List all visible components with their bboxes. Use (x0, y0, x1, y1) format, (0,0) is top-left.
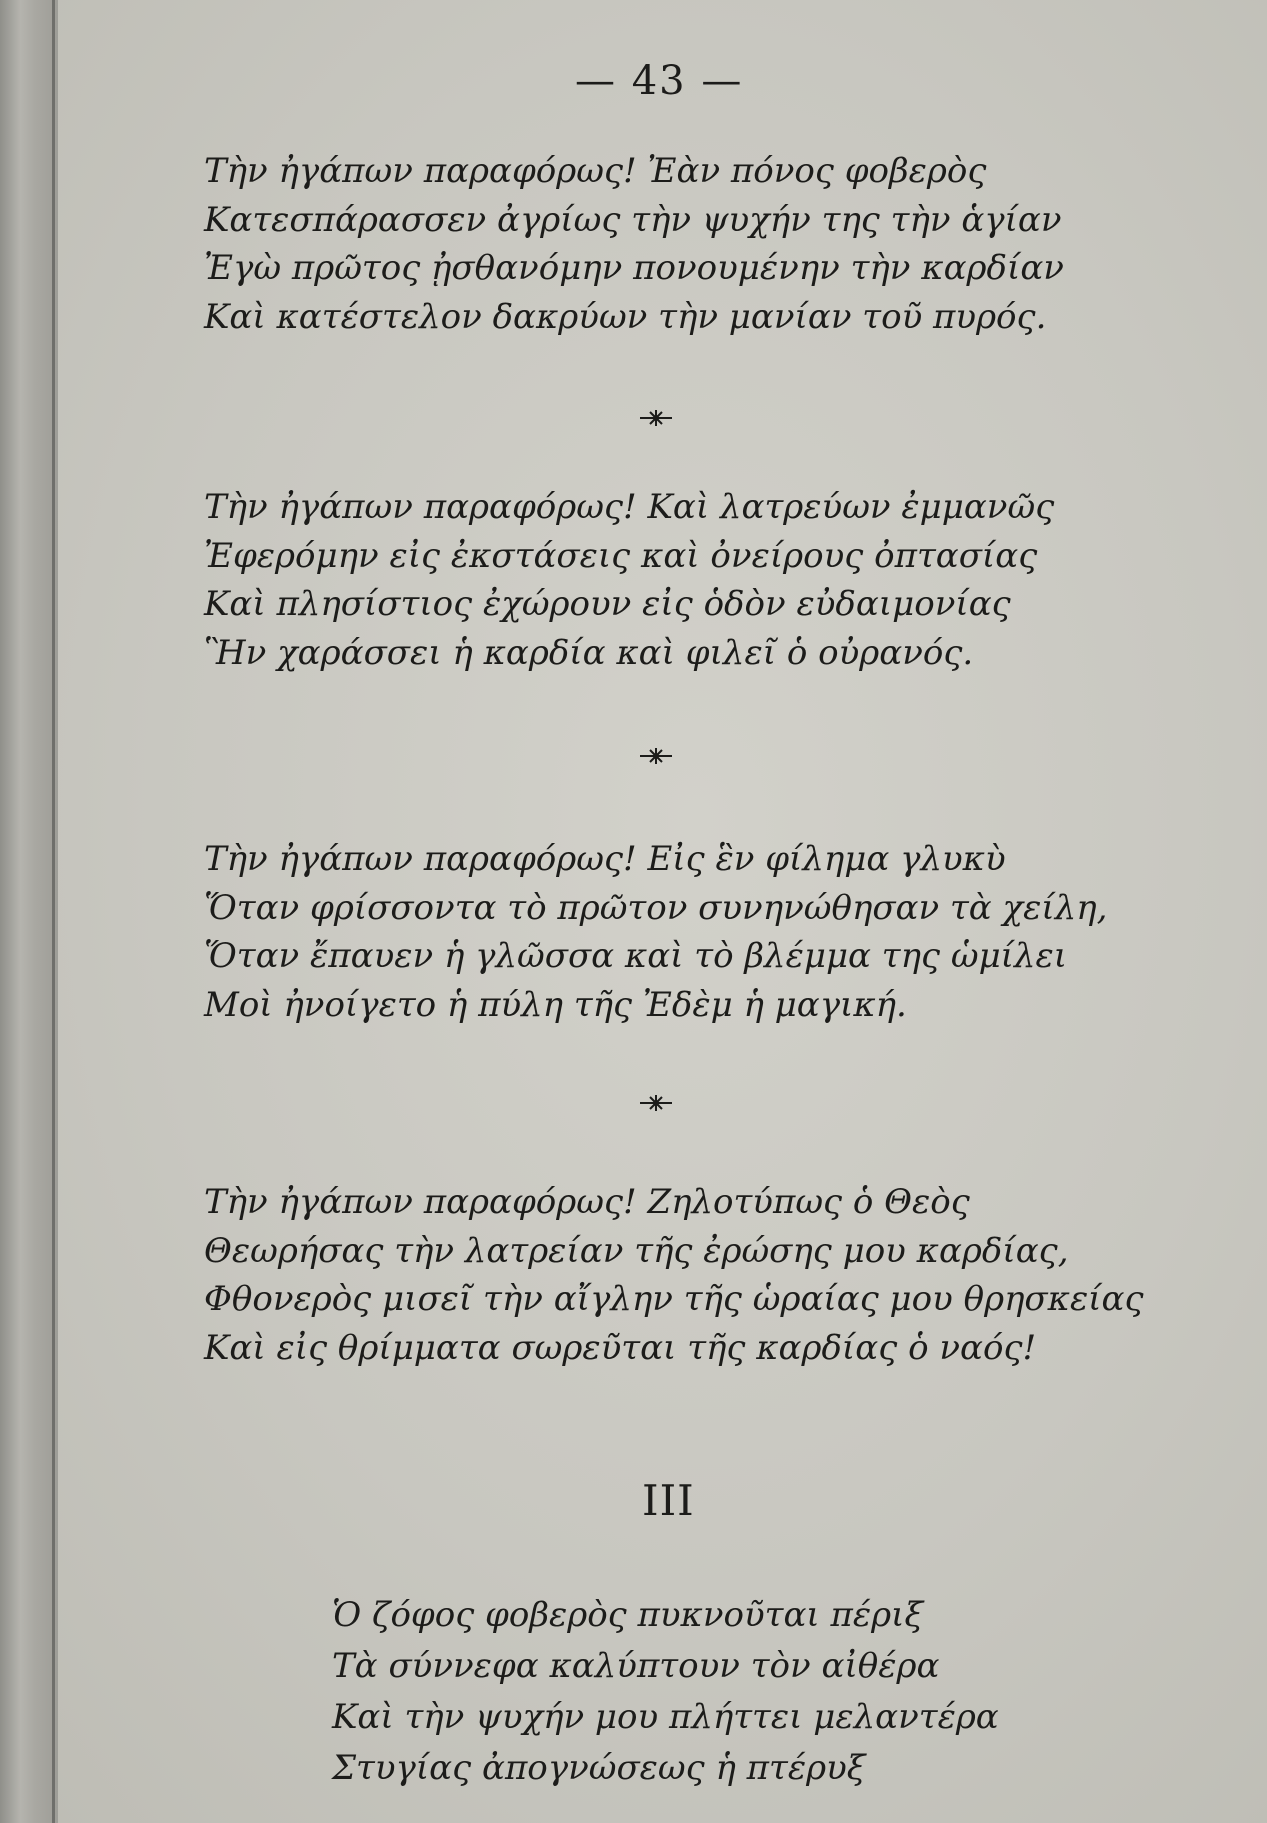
verse-line: Ὅταν φρίσσοντα τὸ πρῶτον συνηνώθησαν τὰ χείλη, (204, 887, 1108, 928)
verse-line: Ἐφερόμην εἰς ἐκστάσεις καὶ ὀνείρους ὀπτασίας (204, 535, 1038, 576)
verse-line: Καὶ τὴν ψυχήν μου πλήττει μελαντέρα (332, 1697, 999, 1737)
verse-line: Θεωρήσας τὴν λατρείαν τῆς ἐρώσης μου καρδίας, (204, 1230, 1069, 1271)
verse-line: Ἐγὼ πρῶτος ᾐσθανόμην πονουμένην τὴν καρδίαν (204, 248, 1064, 288)
verse-line: Τὴν ἠγάπων παραφόρως! Εἰς ἓν φίλημα γλυκὺ (204, 839, 1006, 879)
page-number: — 43 — (575, 58, 744, 104)
verse-line: Καὶ πλησίστιος ἐχώρουν εἰς ὁδὸν εὐδαιμονίας (204, 584, 1011, 624)
stanza-2 (204, 483, 1054, 677)
binding-edge (52, 0, 55, 1823)
stanza-1 (204, 147, 1064, 341)
verse-line: Τὴν ἠγάπων παραφόρως! Καὶ λατρεύων ἐμμανῶς (204, 487, 1055, 527)
verse-line: Καὶ κατέστελον δακρύων τὴν μανίαν τοῦ πυρός. (204, 296, 1047, 337)
verse-line: Ἣν χαράσσει ἡ καρδία καὶ φιλεῖ ὁ οὐρανός. (204, 632, 974, 673)
asterism-ornament-icon (638, 746, 674, 766)
verse-line: Τὴν ἠγάπων παραφόρως! Ζηλοτύπως ὁ Θεὸς (204, 1182, 970, 1222)
asterism-ornament-icon (638, 1093, 674, 1113)
stanza-3 (204, 835, 1107, 1029)
verse-line: Στυγίας ἀπογνώσεως ἡ πτέρυξ (332, 1748, 866, 1788)
verse-line: Μοὶ ἠνοίγετο ἡ πύλη τῆς Ἐδὲμ ἡ μαγική. (204, 984, 907, 1025)
final-stanza (332, 1590, 999, 1794)
asterism-ornament-icon (638, 408, 674, 428)
section-numeral: III (642, 1476, 695, 1525)
page-binding (0, 0, 58, 1823)
verse-line: Ὅταν ἔπαυεν ἡ γλῶσσα καὶ τὸ βλέμμα της ὡμίλει (204, 936, 1068, 976)
verse-line: Κατεσπάρασσεν ἀγρίως τὴν ψυχήν της τὴν ἁγίαν (204, 199, 1062, 240)
verse-line: Τὴν ἠγάπων παραφόρως! Ἐὰν πόνος φοβερὸς (204, 151, 987, 191)
verse-line: Τὰ σύννεφα καλύπτουν τὸν αἰθέρα (332, 1646, 940, 1686)
verse-line: Ὁ ζόφος φοβερὸς πυκνοῦται πέριξ (332, 1595, 924, 1635)
verse-line: Φθονερὸς μισεῖ τὴν αἴγλην τῆς ὡραίας μου θρησκείας (204, 1279, 1144, 1319)
verse-line: Καὶ εἰς θρίμματα σωρεῦται τῆς καρδίας ὁ ναός! (204, 1327, 1037, 1368)
stanza-4 (204, 1178, 1144, 1372)
